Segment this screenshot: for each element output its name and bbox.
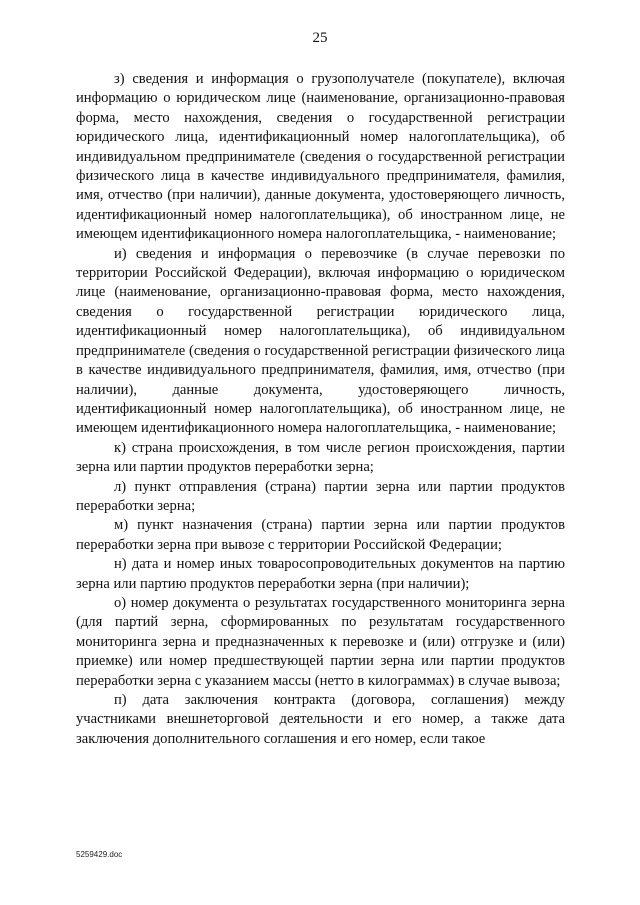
paragraph-p: п) дата заключения контракта (договора, соглашения) между участниками внешнеторговой деятельности и его номер, а также дата заключения дополнительного соглашения и его номер, если такое [76, 692, 565, 747]
document-filename: 5259429.doc [76, 850, 123, 859]
paragraph-z: з) сведения и информация о грузополучателе (покупателе), включая информацию о юридическом лице (наименование, организационно-правовая форма, место нахождения, сведения о государственной регистрации юридического лица, идентификационный номер налогоплательщика), об индивидуальном предпринимателе (сведения о государственной регистрации физического лица в качестве индивидуального предпринимателя, фамилия, имя, отчество (при наличии), данные документа, удостоверяющего личность, идентификационный номер налогоплательщика), об иностранном лице, не имеющем идентификационного номера налогоплательщика, - наименование; [76, 71, 565, 243]
document-body [76, 70, 565, 749]
paragraph-i: и) сведения и информация о перевозчике (в случае перевозки по территории Российской Федерации), включая информацию о юридическом лице (наименование, организационно-правовая форма, место нахождения, сведения о государственной регистрации юридического лица, идентификационный номер налогоплательщика), об индивидуальном предпринимателе (сведения о государственной регистрации физического лица в качестве индивидуального предпринимателя, фамилия, имя, отчество (при наличии), данные документа, удостоверяющего личность, идентификационный номер налогоплательщика), об иностранном лице, не имеющем идентификационного номера налогоплательщика, - наименование; [76, 245, 565, 437]
paragraph-l: л) пункт отправления (страна) партии зерна или партии продуктов переработки зерна; [76, 478, 565, 514]
page-number: 25 [312, 30, 328, 46]
paragraph-o: о) номер документа о результатах государственного мониторинга зерна (для партий зерна, сформированных по результатам государственного мониторинга зерна и предназначенных к перевозке и (или) отгрузке и (или) приемке) или номер предшествующей партии зерна или партии продуктов переработки зерна с указанием массы (нетто в килограммах) в случае вывоза; [76, 594, 565, 689]
paragraph-m: м) пункт назначения (страна) партии зерна или партии продуктов переработки зерна при вывозе с территории Российской Федерации; [76, 517, 565, 553]
paragraph-n: н) дата и номер иных товаросопроводительных документов на партию зерна или партию продуктов переработки зерна (при наличии); [76, 556, 565, 592]
paragraph-k: к) страна происхождения, в том числе регион происхождения, партии зерна или партии продуктов переработки зерна; [76, 439, 565, 476]
